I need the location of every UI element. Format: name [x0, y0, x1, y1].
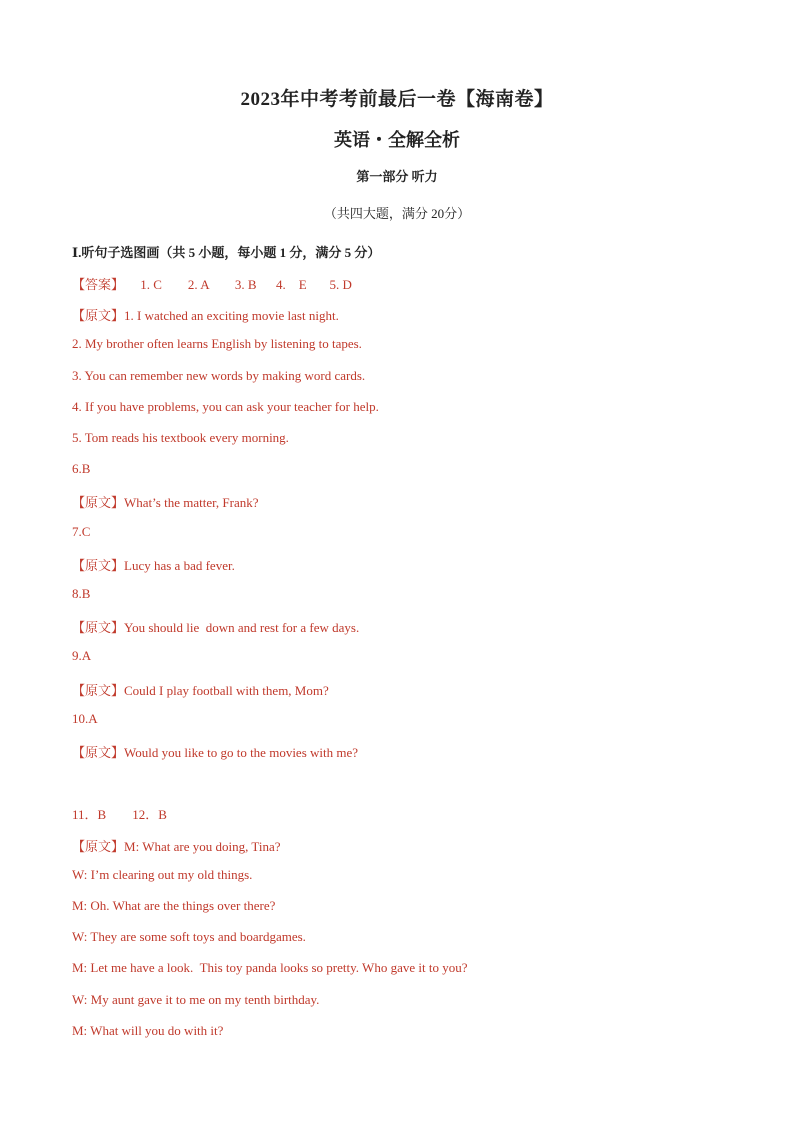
dialogue-line: M: What will you do with it? — [72, 1023, 224, 1038]
source-line-3: 3. You can remember new words by making word cards. — [72, 368, 366, 383]
dialogue-line: W: I’m clearing out my old things. — [72, 867, 253, 882]
item-answer: 8.B — [72, 586, 91, 601]
dialogue-line: 【原文】M: What are you doing, Tina? — [72, 839, 281, 854]
item-answer: 10.A — [72, 711, 98, 726]
answer-values: 1. C 2. A 3. B 4. E 5. D — [124, 277, 352, 292]
source-line-4: 4. If you have problems, you can ask your teacher for help. — [72, 399, 379, 414]
dialogue-line: W: They are some soft toys and boardgames. — [72, 929, 306, 944]
dialogue-answers: 11．B 12．B — [72, 807, 167, 822]
part-heading: 第一部分 听力 — [356, 169, 438, 184]
item-source: 【原文】Would you like to go to the movies with me? — [72, 745, 359, 760]
source-line-1: 【原文】1. I watched an exciting movie last night. — [72, 308, 339, 323]
item-answer: 9.A — [72, 648, 92, 663]
dialogue-line: W: My aunt gave it to me on my tenth birthday. — [72, 992, 320, 1007]
page-subtitle: 英语・全解全析 — [334, 130, 460, 150]
score-note: （共四大题，满分 20分） — [323, 206, 471, 221]
page-title: 2023年中考考前最后一卷【海南卷】 — [240, 89, 554, 110]
item-source: 【原文】What’s the matter, Frank? — [72, 495, 259, 510]
dialogue-line: M: Oh. What are the things over there? — [72, 898, 276, 913]
item-source: 【原文】You should lie down and rest for a few days. — [72, 620, 360, 635]
item-answer: 7.C — [72, 524, 91, 539]
answer-line — [72, 274, 352, 293]
source-line-2: 2. My brother often learns English by listening to tapes. — [72, 336, 362, 351]
source-line-5: 5. Tom reads his textbook every morning. — [72, 430, 289, 445]
section-heading: Ⅰ.听句子选图画（共 5 小题，每小题 1 分，满分 5 分） — [72, 245, 381, 260]
item-answer: 6.B — [72, 461, 91, 476]
dialogue-line: M: Let me have a look. This toy panda looks so pretty. Who gave it to you? — [72, 960, 468, 975]
item-source: 【原文】Lucy has a bad fever. — [72, 558, 235, 573]
item-source: 【原文】Could I play football with them, Mom? — [72, 683, 329, 698]
source-tag: 【原文】 — [72, 308, 125, 323]
answer-tag: 【答案】 — [72, 277, 125, 292]
